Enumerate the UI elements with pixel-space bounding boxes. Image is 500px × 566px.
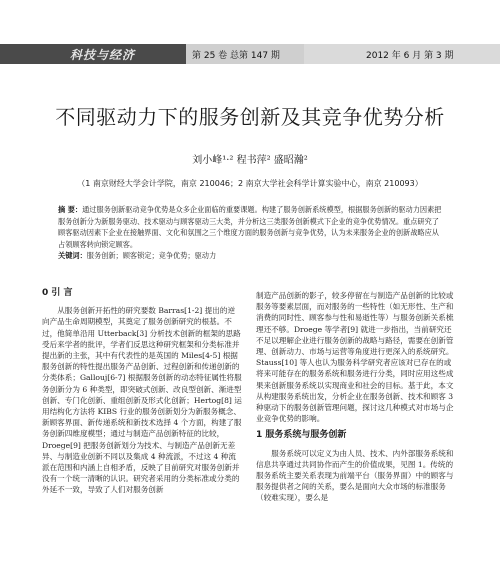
intro-paragraph: 从服务创新开拓性的研究要数 Barras[1-2] 提出的逆向产品生命周期模型，其奠定了服务创新研究的根基。不过，他简单沿用 Utterback[3] 分析技术创新的框架的思路受后来学者的批评，学者们反思这种研究框架和分类标准并提出新的主张，其中有代表性的是英国的 Miles[4-5] 根据服务创新的特性提出服务产品创新、过程创新和传递创新的分类体系；Gallouj[6-7] 根据服务创新的动态特征属性将服务创新分为 6 种类型，即突破式创新、改良型创新、渐进型创新、专门化创新、重组创新及形式化创新；Hertog[8] 运用结构化方法将 KIBS 行业的服务创新划分为新服务概念、新顾客界面、新传递系统和新技术选择 4 个方面，构建了服务创新四维度模型；通过与制造产品创新特征的比较，Droege[9] 把服务创新划分为技术、与制造产品创新无差异、与制造业创新不同以及集成 4 种流派，不过这 4 种流派在范围和内涵上自相矛盾，反映了目前研究对服务创新并没有一个统一清晰的认识。研究者采用的分类标准或分类的外延不一致，导致了人们对服务创新 <box>42 306 242 495</box>
intro-heading: 0 引 言 <box>42 288 73 298</box>
journal-logo: 科技与经济 <box>70 48 136 62</box>
section1-paragraph: 服务系统可以定义为由人员、技术、内外部服务系统和信息共享通过共同协作而产生的价值成果，见图 1。传统的服务系统主要关系表现为前端平台（服务界面）中的顾客与服务提供者之间的关系，要么是面向大众市场的标准服务（较难实现），要么是 <box>256 448 454 503</box>
intro-continued-paragraph: 制造产品创新的影子，较多停留在与制造产品创新的比较或服务等要素层面，而对服务的一些特性（如无形性、生产和消费的同时性、顾客参与性和易逝性等）与服务创新关系梳理还不够。Droege 等学者[9] 就进一步指出，当前研究还不足以理解企业进行服务创新的战略与路径，需要在创新管理、创新动力、市场与运营等角度进行更深入的系统研究。Stauss[10] 等人也认为服务科学研究者应该对已存在的或将来可能存在的服务系统和服务进行分类，同时应用这些成果来创新服务系统以实现商业和社会的目标。基于此，本文从构建服务系统出发，分析企业在服务创新、技术和顾客 3 种驱动下的服务创新管理问题，探讨这几种模式对市场与企业竞争优势的影响。 <box>256 291 454 424</box>
right-column <box>256 290 456 504</box>
keywords <box>58 250 442 262</box>
volume-info: 第 25 卷 总第 147 期 <box>192 51 280 61</box>
affiliations: （1 南京财经大学会计学院，南京 210046；2 南京大学社会科学计算实验中心，南京 210093） <box>77 179 423 188</box>
section1-heading: 1 服务系统与服务创新 <box>256 430 347 441</box>
article-title: 不同驱动力下的服务创新及其竞争优势分析 <box>55 105 445 129</box>
authors: 刘小峰¹·² 程书萍² 盛昭瀚² <box>192 155 308 166</box>
keywords-text: 服务创新；顾客锁定；竞争优势；驱动力 <box>86 251 217 261</box>
abstract <box>58 204 442 250</box>
left-column <box>42 284 242 496</box>
abstract-block <box>58 204 442 262</box>
keywords-label: 关键词： <box>58 251 87 261</box>
issue-info: 2012 年 6 月 第 3 期 <box>366 51 454 61</box>
abstract-label: 摘 要： <box>58 205 83 214</box>
abstract-text: 通过服务创新驱动竞争优势是众多企业面临的重要课题。构建了服务创新系统模型，根据服务创新的驱动力因素把服务创新分为新服务驱动、技术驱动与顾客驱动三大类，并分析这三类服务创新模式下企业的竞争优势情况。重点研究了顾客驱动因素下企业在接触界面、文化和氛围之三个维度方面的服务创新与竞争优势，认为未来服务企业的创新战略应从占领顾客转向锁定顾客。 <box>58 205 442 249</box>
